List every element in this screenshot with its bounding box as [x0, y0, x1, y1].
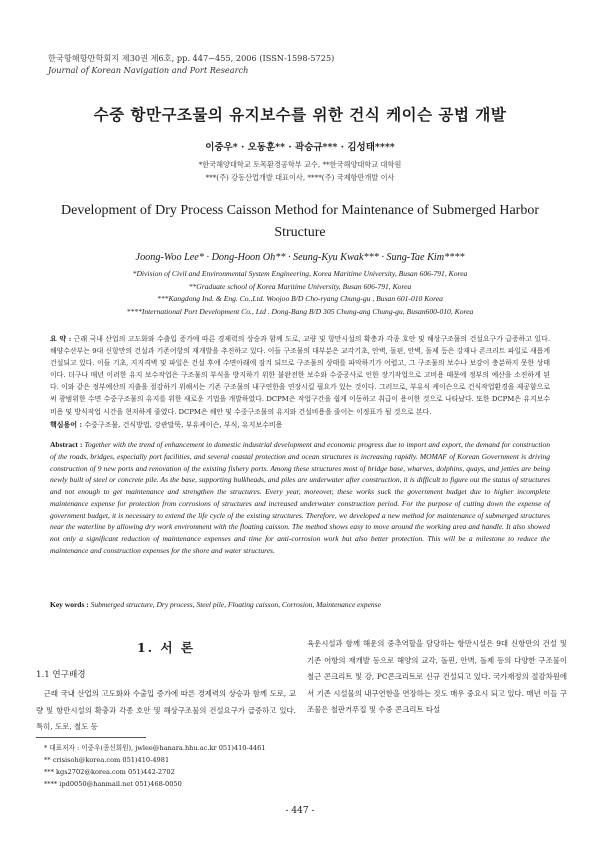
english-authors: Joong-Woo Lee* · Dong-Hoon Oh** · Seung-Kyu Kwak*** · Sung-Tae Kim**** — [135, 252, 465, 263]
korean-affiliations — [0, 158, 600, 184]
intro-paragraph-right: 육운시설과 함께 해운의 중추역할을 담당하는 항만시설은 9대 신항만의 건설 및 기존 어항의 재개발 등으로 해양의 교각, 돌핀, 안벽, 돌제 등의 다양한 구조물이 철근 콘크리트 및 강, PC콘크리트로 신규 건설되고 있다. 국가재정의 절감차원에서 기존 시설물의 내구연한을 연장하는 것도 매우 중요시 되고 있다. 매년 이들 구조물은 철판거푸집 및 수중 콘크리트 타설 — [307, 639, 567, 714]
english-abstract-label: Abstract : — [50, 440, 83, 449]
korean-title: 수중 항만구조물의 유지보수를 위한 건식 케이슨 공법 개발 — [93, 105, 507, 124]
korean-affiliation-line: ***(주) 강동산업개발 대표이사, ****(주) 국제항만개발 이사 — [205, 173, 395, 182]
english-affiliation-line: ****International Port Development Co., Ltd . Dong-Bang B/D 305 Chung-ang Chung-gu, Busan600-010, Korea — [126, 306, 474, 316]
intro-paragraph-left — [36, 686, 296, 736]
english-keywords-label: Key words : — [50, 600, 89, 609]
english-affiliation-line: *Division of Civil and Environmental System Engineering, Korea Maritime University, Busan 606-791, Korea — [132, 269, 468, 278]
left-column — [36, 636, 296, 736]
korean-affiliation-line: *한국해양대학교 토목환경공학부 교수, **한국해양대학교 대학원 — [198, 160, 402, 169]
section-title: 1. 서 론 — [137, 640, 195, 655]
journal-header — [48, 52, 334, 76]
korean-authors: 이중우* · 오동훈** · 곽승규*** · 김성태**** — [205, 142, 395, 153]
footnote-line: * 대표저자 : 이중우(종신회원), jwlee@hanara.hhu.ac.kr 051)410-4461 — [44, 744, 266, 752]
page-number: - 447 - — [285, 806, 315, 816]
english-affiliation-line: **Graduate school of Korea Maritime University, Busan 606-791, Korea — [188, 281, 412, 291]
korean-abstract-label: 요 약 : — [50, 335, 72, 343]
korean-keywords — [50, 420, 550, 430]
journal-line-en: Journal of Korean Navigation and Port Research — [48, 65, 249, 75]
footnote-line: **** ipd0050@hanmail.net 051)468-0050 — [44, 780, 182, 788]
journal-line-ko: 한국항해항만학회지 제30권 제6호, pp. 447~455, 2006 (ISSN-1598-5725) — [48, 53, 335, 63]
intro-paragraph-left-text: 근래 국내 산업의 고도화와 수출입 증가에 따른 경제력의 상승과 함께 도로, 교량 및 항만시설의 확충과 각종 호안 및 해상구조물의 건설요구가 급증하고 있다. 특히, 도로, 철도 등 — [36, 689, 296, 731]
english-abstract-text: Together with the trend of enhancement in domestic industrial development and economic progress due to import and export, the demand for construction of the roads, bridges, especially port facilities, and several coastal protection and ocean structures is increasing rapidly. MOMAF of Korean Government is driving construction of 9 new ports and renovation of the existing fishery ports. Among these structures most of bridge base, wharves, dolphins, quays, and jetties are being newly built of steel or concrete pile. As the base, supporting bulkheads, and piles are underwater after construction, it is difficult to figure out the status of structures and not enough to get maintenance and strengthen the structures. Every year, moreover, these works suck the government budget due to higher incomplete maintenance expense for protection from corrosions of structures and increased underwater construction period. For the purpose of cutting down the expense of government budget, it is necessary to extend the life cycle of the existing structures. Therefore, we developed a new method for maintenance of submerged structures near the waterline by allowing dry work environment with the floating caisson. The method shows easy to move around the working area and handle. It also showed not only a significant reduction of maintenance expenses and time for anti-corrosion work but also better protection. This will be a milestone to reduce the maintenance and construction expenses for the shore and water structures. — [50, 440, 550, 555]
english-affiliation-line: ***Kangdong Ind. & Eng. Co.,Ltd. Woojoo B/D Cho-ryang Chung-gu , Busan 601-010 Korea — [157, 294, 443, 304]
english-title: Development of Dry Process Caisson Method for Maintenance of Submerged Harbor Structure — [61, 203, 539, 240]
korean-abstract — [50, 333, 550, 418]
footnotes — [44, 742, 266, 790]
english-affiliations — [0, 268, 600, 318]
footnote-divider — [36, 737, 146, 738]
english-abstract — [50, 439, 550, 557]
korean-abstract-text: 근래 국내 산업의 고도화와 수출입 증가에 따른 경제력의 상승과 함께 도로, 교량 및 항만시설의 확충과 각종 호안 및 해상구조물의 건설요구가 급증하고 있다. 해양수산부는 9대 신항만의 건설과 기존어항의 재개발을 추진하고 있다. 이들 구조물의 대부분은 교각기초, 안벽, 돌핀, 안벽, 돌제 등은 강재나 콘크리트 파일로 새롭게 건설되고 있다. 이들 기초, 지지격벽 및 파일은 건설 후에 수면아래에 잠겨 되므로 구조물의 상태를 파악하기가 어렵고, 그 구조물의 보수나 보강이 충분하지 못한 상태이다. 더구나 매년 이러한 유지 보수작업은 구조물의 부식을 방지하기 위한 불완전한 보수와 수중공사로 인한 장기작업으로 고비용 때문에 정부의 예산을 소진하게 된다. 이와 같은 정부예산의 지출을 절감하기 위해서는 기존 구조물의 내구연한을 연장시킬 필요가 있는 것이다. 그러므로, 부유식 케이슨으로 건식작업환경을 제공함으로써 광범위한 수면 수중구조물의 유지를 위한 새로운 기법을 개발하였다. DCPM은 작업구간을 쉽게 이동하고 취급이 용이한 것으로 나타났다. 또한 DCPM은 유지보수비용 및 방식작업 시간을 현저하게 줄였다. DCPM은 해안 및 수중구조물의 유지와 건설비용을 줄이는 이정표가 될 것으로 본다. — [50, 335, 550, 416]
footnote-line: ** crisisoh@korea.com 051)410-4981 — [44, 756, 170, 764]
footnote-line: *** kgs2702@korea.com 051)442-2702 — [44, 768, 175, 776]
english-keywords — [50, 600, 550, 609]
korean-keywords-label: 핵심용어 : — [50, 420, 83, 429]
english-keywords-text: Submerged structure, Dry process, Steel pile, Floating caisson, Corrosion, Maintenance expense — [90, 600, 381, 609]
korean-keywords-text: 수중구조물, 건식방법, 강관말뚝, 부유케이슨, 부식, 유지보수비용 — [84, 421, 283, 429]
subsection-title: 1.1 연구배경 — [36, 670, 86, 680]
